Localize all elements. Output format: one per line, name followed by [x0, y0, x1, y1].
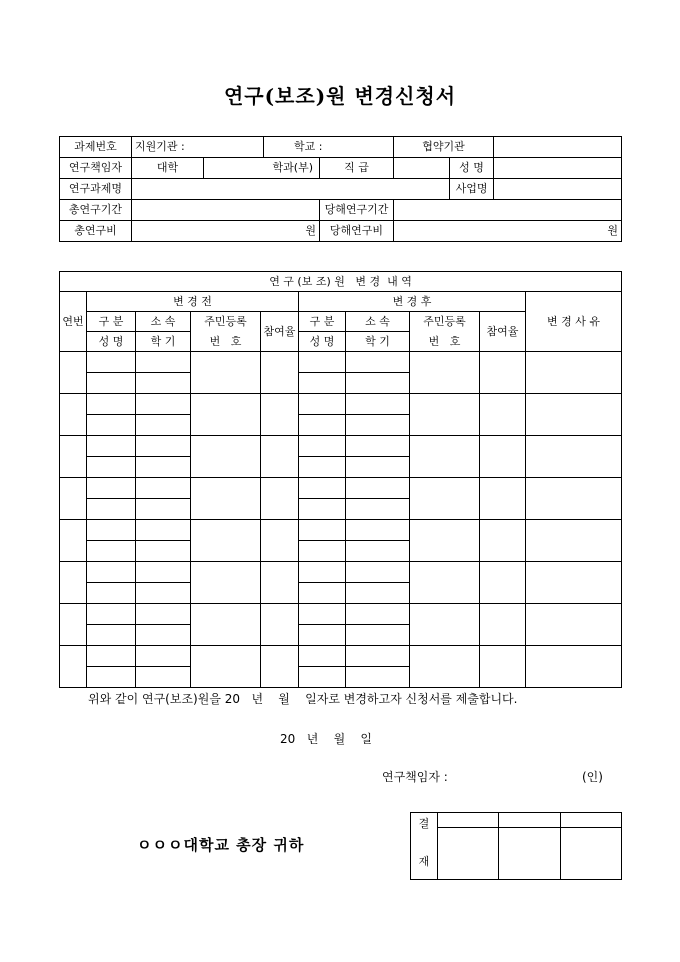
total-cost-unit: 원 [305, 224, 316, 237]
approver-sign-2[interactable] [499, 828, 561, 880]
before-category-cell[interactable] [87, 646, 136, 667]
total-cost-field[interactable] [132, 221, 320, 242]
total-period-label: 총연구기간 [60, 200, 132, 221]
after-semester-header: 학 기 [346, 332, 410, 352]
reason-cell[interactable] [526, 394, 622, 436]
before-affiliation-cell[interactable] [136, 436, 191, 457]
after-participation-cell[interactable] [480, 604, 526, 646]
partner-org-field[interactable] [494, 137, 622, 158]
before-rrn-cell[interactable] [191, 646, 261, 688]
seq-cell[interactable] [60, 604, 87, 646]
after-semester-cell[interactable] [346, 415, 410, 436]
college-label: 대학 [132, 158, 204, 179]
before-category-cell[interactable] [87, 562, 136, 583]
after-name-cell[interactable] [299, 667, 346, 688]
after-rrn-header-1: 주민등록 [410, 312, 480, 332]
dept-label: 학과(부) [204, 158, 320, 179]
approver-title-1[interactable] [438, 813, 499, 828]
after-category-cell[interactable] [299, 394, 346, 415]
year-period-field[interactable] [394, 200, 622, 221]
before-semester-header: 학 기 [136, 332, 191, 352]
pi-label: 연구책임자 [60, 158, 132, 179]
approver-sign-3[interactable] [561, 828, 622, 880]
seq-header: 연번 [60, 292, 87, 352]
after-affiliation-cell[interactable] [346, 520, 410, 541]
before-category-cell[interactable] [87, 436, 136, 457]
after-rrn-header-2: 번 호 [410, 332, 480, 352]
name-label: 성 명 [450, 158, 494, 179]
project-no-label: 과제번호 [60, 137, 132, 158]
before-affiliation-header: 소 속 [136, 312, 191, 332]
before-semester-cell[interactable] [136, 583, 191, 604]
after-name-cell[interactable] [299, 541, 346, 562]
before-semester-cell[interactable] [136, 499, 191, 520]
page-title: 연구(보조)원 변경신청서 [223, 84, 457, 108]
after-category-cell[interactable] [299, 520, 346, 541]
before-affiliation-cell[interactable] [136, 478, 191, 499]
before-name-cell[interactable] [87, 415, 136, 436]
before-participation-cell[interactable] [261, 520, 299, 562]
before-participation-cell[interactable] [261, 646, 299, 688]
before-affiliation-cell[interactable] [136, 562, 191, 583]
seq-cell[interactable] [60, 436, 87, 478]
before-category-cell[interactable] [87, 394, 136, 415]
after-affiliation-cell[interactable] [346, 478, 410, 499]
before-category-cell[interactable] [87, 520, 136, 541]
before-rrn-cell[interactable] [191, 562, 261, 604]
after-affiliation-cell[interactable] [346, 352, 410, 373]
reason-cell[interactable] [526, 352, 622, 394]
after-rrn-cell[interactable] [410, 478, 480, 520]
before-participation-cell[interactable] [261, 352, 299, 394]
after-semester-cell[interactable] [346, 667, 410, 688]
change-table-title: 연 구 (보 조) 원 변 경 내 역 [60, 272, 622, 292]
after-rrn-cell[interactable] [410, 604, 480, 646]
year-cost-unit: 원 [607, 224, 619, 237]
before-rrn-cell[interactable] [191, 436, 261, 478]
after-participation-cell[interactable] [480, 562, 526, 604]
before-semester-cell[interactable] [136, 625, 191, 646]
reason-cell[interactable] [526, 604, 622, 646]
after-category-cell[interactable] [299, 646, 346, 667]
after-name-cell[interactable] [299, 583, 346, 604]
after-category-header: 구 분 [299, 312, 346, 332]
before-category-cell[interactable] [87, 604, 136, 625]
seq-cell[interactable] [60, 394, 87, 436]
before-affiliation-cell[interactable] [136, 604, 191, 625]
program-label: 사업명 [450, 179, 494, 200]
after-participation-cell[interactable] [480, 646, 526, 688]
after-rrn-cell[interactable] [410, 436, 480, 478]
reason-cell[interactable] [526, 646, 622, 688]
before-rrn-cell[interactable] [191, 520, 261, 562]
year-period-label: 당해연구기간 [320, 200, 394, 221]
after-category-cell[interactable] [299, 352, 346, 373]
after-name-cell[interactable] [299, 415, 346, 436]
before-category-cell[interactable] [87, 478, 136, 499]
after-semester-cell[interactable] [346, 583, 410, 604]
after-rrn-cell[interactable] [410, 562, 480, 604]
position-field[interactable] [394, 158, 450, 179]
after-semester-cell[interactable] [346, 541, 410, 562]
total-period-field[interactable] [132, 200, 320, 221]
reason-cell[interactable] [526, 436, 622, 478]
after-semester-cell[interactable] [346, 625, 410, 646]
after-affiliation-header: 소 속 [346, 312, 410, 332]
before-participation-cell[interactable] [261, 478, 299, 520]
before-name-cell[interactable] [87, 583, 136, 604]
date-line: 20 년 월 일 [280, 732, 373, 746]
after-category-cell[interactable] [299, 436, 346, 457]
before-name-header: 성 명 [87, 332, 136, 352]
after-affiliation-cell[interactable] [346, 604, 410, 625]
after-semester-cell[interactable] [346, 457, 410, 478]
after-affiliation-cell[interactable] [346, 562, 410, 583]
position-label: 직 급 [320, 158, 394, 179]
after-rrn-cell[interactable] [410, 352, 480, 394]
before-affiliation-cell[interactable] [136, 394, 191, 415]
before-name-cell[interactable] [87, 541, 136, 562]
before-rrn-header-2: 번 호 [191, 332, 261, 352]
reason-header: 변 경 사 유 [526, 292, 622, 352]
year-cost-label: 당해연구비 [320, 221, 394, 242]
after-rrn-cell[interactable] [410, 646, 480, 688]
before-name-cell[interactable] [87, 373, 136, 394]
before-rrn-cell[interactable] [191, 604, 261, 646]
total-cost-label: 총연구비 [60, 221, 132, 242]
approver-sign-1[interactable] [438, 828, 499, 880]
before-participation-cell[interactable] [261, 604, 299, 646]
seq-cell[interactable] [60, 646, 87, 688]
change-details-table [59, 271, 622, 688]
partner-org-label: 협약기관 [394, 137, 494, 158]
before-semester-cell[interactable] [136, 457, 191, 478]
before-affiliation-cell[interactable] [136, 352, 191, 373]
reason-cell[interactable] [526, 562, 622, 604]
approval-label-bottom: 재 [418, 855, 430, 868]
before-category-cell[interactable] [87, 352, 136, 373]
before-participation-cell[interactable] [261, 394, 299, 436]
before-affiliation-cell[interactable] [136, 520, 191, 541]
before-participation-cell[interactable] [261, 436, 299, 478]
project-title-field[interactable] [132, 179, 450, 200]
after-semester-cell[interactable] [346, 373, 410, 394]
program-field[interactable] [494, 179, 622, 200]
after-participation-cell[interactable] [480, 520, 526, 562]
before-category-header: 구 분 [87, 312, 136, 332]
support-org-label: 지원기관 : [132, 137, 264, 158]
before-participation-header: 참여율 [261, 312, 299, 352]
before-semester-cell[interactable] [136, 667, 191, 688]
approver-title-2[interactable] [499, 813, 561, 828]
after-participation-cell[interactable] [480, 394, 526, 436]
addressee: ㅇㅇㅇ대학교 총장 귀하 [137, 836, 305, 854]
statement-text: 위와 같이 연구(보조)원을 20 년 월 일자로 변경하고자 신청서를 제출합니다. [88, 692, 518, 706]
after-category-cell[interactable] [299, 562, 346, 583]
before-name-cell[interactable] [87, 667, 136, 688]
after-participation-cell[interactable] [480, 436, 526, 478]
project-info-table [59, 136, 622, 242]
before-semester-cell[interactable] [136, 373, 191, 394]
seq-cell[interactable] [60, 352, 87, 394]
signature-label: 연구책임자 : [382, 770, 448, 784]
after-rrn-cell[interactable] [410, 394, 480, 436]
approval-label [411, 813, 438, 880]
year-cost-field[interactable] [394, 221, 622, 242]
after-name-cell[interactable] [299, 625, 346, 646]
after-name-cell[interactable] [299, 499, 346, 520]
reason-cell[interactable] [526, 478, 622, 520]
approval-label-top: 결 [418, 817, 430, 830]
before-rrn-cell[interactable] [191, 394, 261, 436]
approver-title-3[interactable] [561, 813, 622, 828]
after-category-cell[interactable] [299, 478, 346, 499]
before-header: 변 경 전 [87, 292, 299, 312]
before-rrn-cell[interactable] [191, 478, 261, 520]
reason-cell[interactable] [526, 520, 622, 562]
after-affiliation-cell[interactable] [346, 394, 410, 415]
seq-cell[interactable] [60, 478, 87, 520]
after-name-header: 성 명 [299, 332, 346, 352]
after-participation-header: 참여율 [480, 312, 526, 352]
before-participation-cell[interactable] [261, 562, 299, 604]
after-category-cell[interactable] [299, 604, 346, 625]
before-semester-cell[interactable] [136, 541, 191, 562]
after-semester-cell[interactable] [346, 499, 410, 520]
before-name-cell[interactable] [87, 499, 136, 520]
after-affiliation-cell[interactable] [346, 646, 410, 667]
seq-cell[interactable] [60, 520, 87, 562]
after-rrn-cell[interactable] [410, 520, 480, 562]
after-name-cell[interactable] [299, 457, 346, 478]
seq-cell[interactable] [60, 562, 87, 604]
before-rrn-header-1: 주민등록 [191, 312, 261, 332]
school-label: 학교 : [264, 137, 394, 158]
before-name-cell[interactable] [87, 457, 136, 478]
approval-box [410, 812, 622, 880]
after-affiliation-cell[interactable] [346, 436, 410, 457]
seal-mark: (인) [582, 770, 603, 784]
project-title-label: 연구과제명 [60, 179, 132, 200]
before-affiliation-cell[interactable] [136, 646, 191, 667]
before-semester-cell[interactable] [136, 415, 191, 436]
before-rrn-cell[interactable] [191, 352, 261, 394]
after-participation-cell[interactable] [480, 352, 526, 394]
name-field[interactable] [494, 158, 622, 179]
after-header: 변 경 후 [299, 292, 526, 312]
after-name-cell[interactable] [299, 373, 346, 394]
before-name-cell[interactable] [87, 625, 136, 646]
after-participation-cell[interactable] [480, 478, 526, 520]
